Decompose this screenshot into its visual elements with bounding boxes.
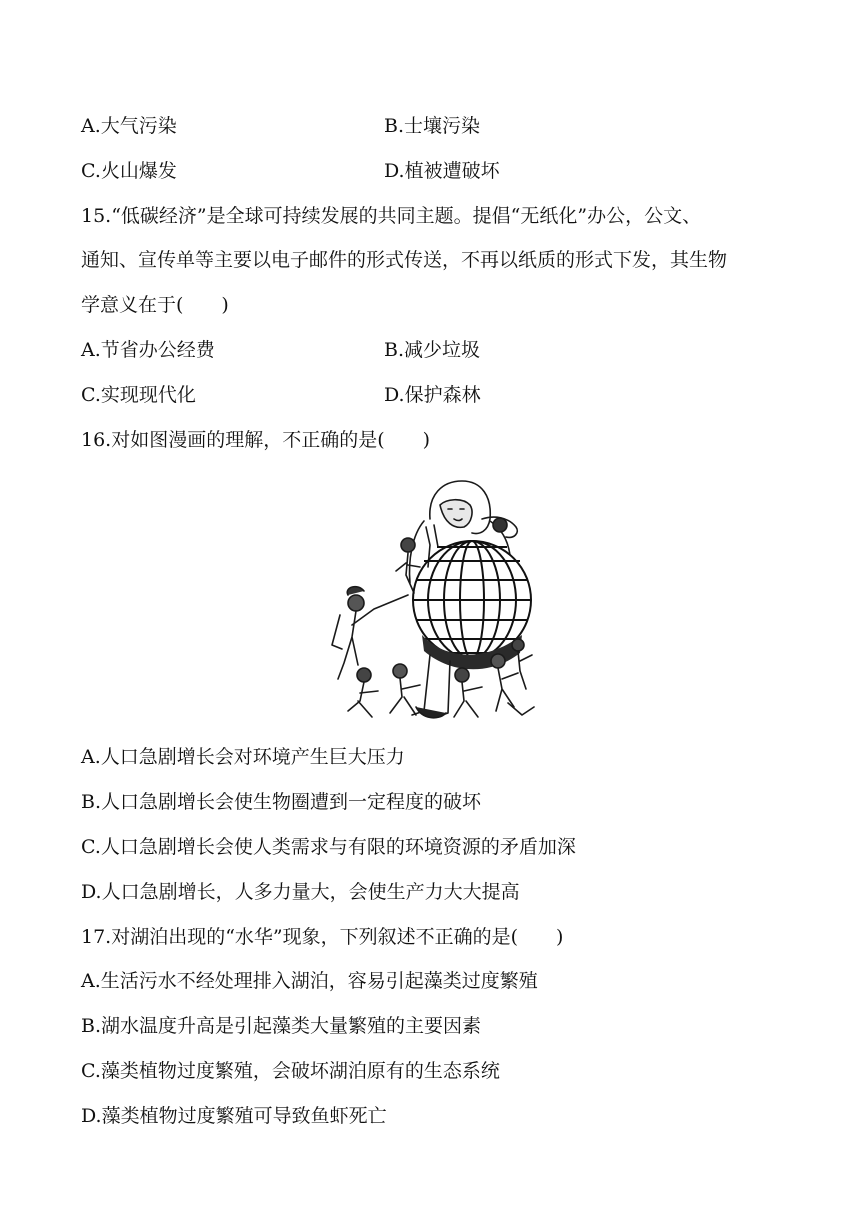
q17-option-d: D.藻类植物过度繁殖可导致鱼虾死亡 — [81, 1105, 387, 1127]
q17-stem: 17.对湖泊出现的“水华”现象，下列叙述不正确的是( ) — [81, 926, 564, 948]
q15-option-a: A.节省办公经费 — [81, 339, 215, 361]
q15-stem-line1: 15.“低碳经济”是全球可持续发展的共同主题。提倡“无纸化”办公，公文、 — [81, 205, 702, 227]
q15-option-b: B.减少垃圾 — [384, 339, 481, 361]
q14-option-c: C.火山爆发 — [81, 160, 177, 182]
q15-stem-line3: 学意义在于( ) — [81, 294, 229, 316]
q15-option-d: D.保护森林 — [384, 384, 481, 406]
q14-option-d: D.植被遭破坏 — [384, 160, 500, 182]
q17-option-c: C.藻类植物过度繁殖，会破坏湖泊原有的生态系统 — [81, 1060, 500, 1082]
q15-stem-line2: 通知、宣传单等主要以电子邮件的形式传送，不再以纸质的形式下发，其生物 — [81, 249, 728, 271]
q17-option-b: B.湖水温度升高是引起藻类大量繁殖的主要因素 — [81, 1015, 482, 1037]
q14-option-b: B.士壤污染 — [384, 115, 481, 137]
q17-option-a: A.生活污水不经处理排入湖泊，容易引起藻类过度繁殖 — [81, 970, 538, 992]
q15-option-c: C.实现现代化 — [81, 384, 196, 406]
q16-option-c: C.人口急剧增长会使人类需求与有限的环境资源的矛盾加深 — [81, 836, 576, 858]
population-cartoon-image — [312, 475, 548, 725]
q16-option-b: B.人口急剧增长会使生物圈遭到一定程度的破坏 — [81, 791, 482, 813]
q14-option-a: A.大气污染 — [81, 115, 177, 137]
q16-stem: 16.对如图漫画的理解，不正确的是( ) — [81, 429, 431, 451]
q16-option-a: A.人口急剧增长会对环境产生巨大压力 — [81, 746, 405, 768]
q16-option-d: D.人口急剧增长，人多力量大，会使生产力大大提高 — [81, 881, 520, 903]
